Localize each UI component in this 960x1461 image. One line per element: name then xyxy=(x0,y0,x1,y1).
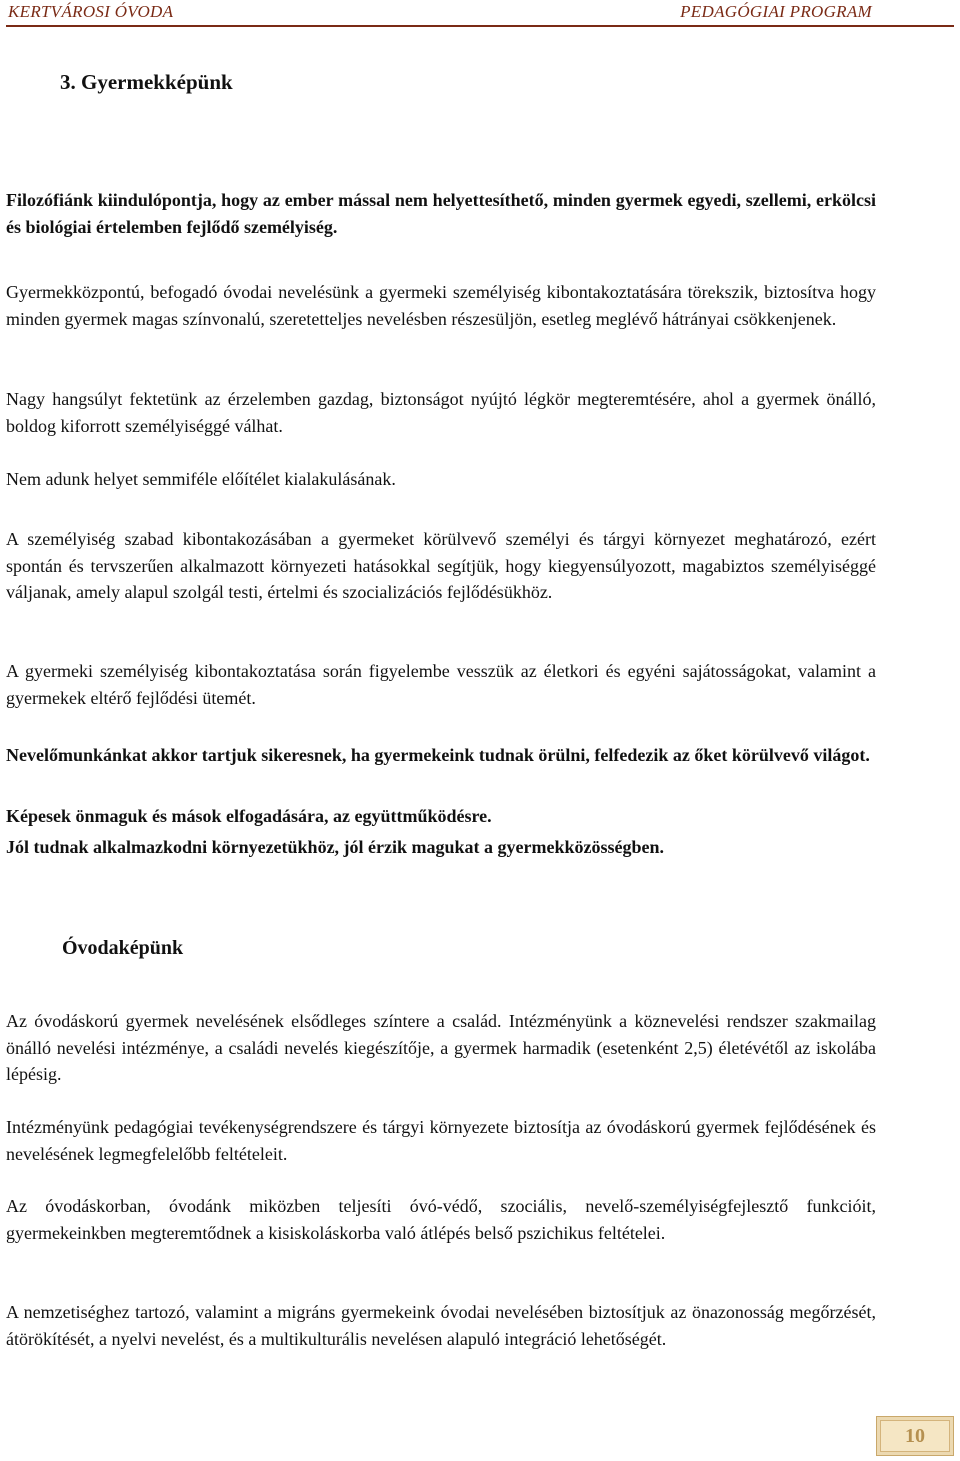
intro-paragraph: Filozófiánk kiindulópontja, hogy az ember mással nem helyettesíthető, minden gyermek egyedi, szellemi, erkölcsi és biológiai értelemben fejlődő személyiség. xyxy=(6,190,876,237)
page-number-badge xyxy=(876,1416,954,1456)
body-paragraph: A gyermeki személyiség kibontakoztatása során figyelembe vesszük az életkori és egyéni sajátosságokat, valamint a gyermekek eltérő fejlődési ütemét. xyxy=(6,661,876,708)
header-school-name: KERTVÁROSI ÓVODA xyxy=(8,2,174,21)
page-number: 10 xyxy=(880,1420,950,1452)
section-title: 3. Gyermekképünk xyxy=(60,70,233,94)
body-paragraph: A személyiség szabad kibontakozásában a gyermeket körülvevő személyi és tárgyi környezet meghatározó, ezért spontán és tervszerűen alkalmazott környezeti hatásokkal segítjük, hogy kiegyensúlyozott, magabiztos személyiséggé váljanak, amely alapul szolgál testi, értelmi és szocializációs fejlődésükhöz. xyxy=(6,529,876,602)
body-paragraph: Gyermekközpontú, befogadó óvodai nevelésünk a gyermeki személyiség kibontakoztatására törekszik, biztosítva hogy minden gyermek magas színvonalú, szeretetteljes nevelésben részesüljön, esetleg meglévő hátrányai csökkenjenek. xyxy=(6,282,876,329)
body-paragraph: A nemzetiséghez tartozó, valamint a migráns gyermekeink óvodai nevelésében biztosítjuk az önazonosság megőrzését, átörökítését, a nyelvi nevelést, és a multikulturális nevelésen alapuló integráció lehetőségét. xyxy=(6,1302,876,1349)
subsection-title: Óvodaképünk xyxy=(62,937,184,959)
page-header xyxy=(0,0,960,26)
body-paragraph: Nagy hangsúlyt fektetünk az érzelemben gazdag, biztonságot nyújtó légkör megteremtésére, ahol a gyermek önálló, boldog kiforrott személyiséggé válhat. xyxy=(6,389,876,436)
body-paragraph: Az óvodáskorú gyermek nevelésének elsődleges színtere a család. Intézményünk a köznevelési rendszer szakmailag önálló nevelési intézménye, a családi nevelés kiegészítője, a gyermek harmadik (esetenként 2,5) életévétől az iskolába lépésig. xyxy=(6,1011,876,1084)
success-statement: Nevelőmunkánkat akkor tartjuk sikeresnek, ha gyermekeink tudnak örülni, felfedezik az őket körülvevő világot. xyxy=(6,745,870,765)
success-statement: Képesek önmaguk és mások elfogadására, az együttműködésre. xyxy=(6,806,492,826)
success-statement: Jól tudnak alkalmazkodni környezetükhöz, jól érzik magukat a gyermekközösségben. xyxy=(6,837,665,857)
body-paragraph: Intézményünk pedagógiai tevékenységrendszere és tárgyi környezete biztosítja az óvodáskorú gyermek fejlődésének és nevelésének legmegfelelőbb feltételeit. xyxy=(6,1117,876,1164)
body-paragraph: Nem adunk helyet semmiféle előítélet kialakulásának. xyxy=(6,469,396,489)
header-document-title: PEDAGÓGIAI PROGRAM xyxy=(680,2,872,21)
body-paragraph: Az óvodáskorban, óvodánk miközben teljesíti óvó-védő, szociális, nevelő-személyiségfejlesztő funkcióit, gyermekeinkben megteremtődnek a kisiskoláskorba való átlépés belső pszichikus feltételei. xyxy=(6,1196,876,1243)
header-divider xyxy=(6,25,954,27)
